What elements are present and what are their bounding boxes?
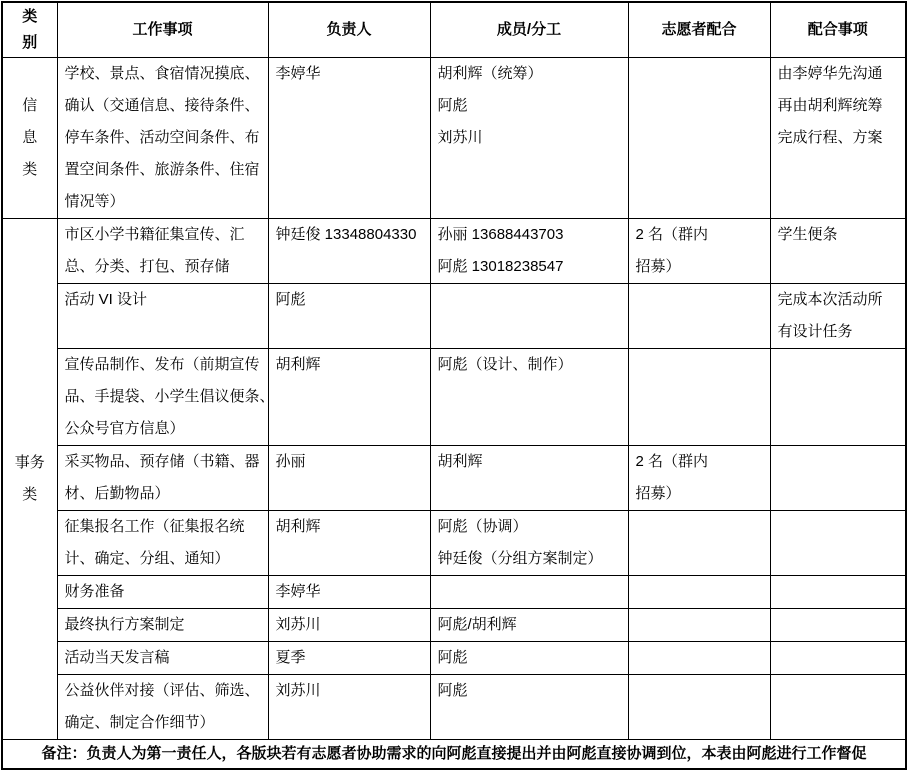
cell-line: 2 名（群内 xyxy=(635,453,709,470)
cell-line: 活动当天发言稿 xyxy=(64,649,170,666)
cell-line: 再由胡利辉统筹 xyxy=(777,97,883,114)
cell-line: 阿彪（设计、制作） xyxy=(437,356,573,373)
cell-line: 学校、景点、食宿情况摸底、 xyxy=(64,65,260,82)
cell-line: 由李婷华先沟通 xyxy=(777,65,883,82)
table-row xyxy=(2,511,906,576)
table-row xyxy=(2,284,906,349)
cell-line: 征集报名工作（征集报名统 xyxy=(64,518,245,535)
header-col-1: 负责人 xyxy=(268,2,430,58)
cell-support xyxy=(770,576,906,609)
table-row xyxy=(2,642,906,675)
cell-line: 刘苏川 xyxy=(437,129,483,146)
table-row xyxy=(2,576,906,609)
cell-task xyxy=(57,576,268,609)
category-cell-group-1 xyxy=(2,219,57,740)
cell-owner xyxy=(268,576,430,609)
cell-support xyxy=(770,58,906,219)
cell-members xyxy=(430,675,628,740)
cell-owner xyxy=(268,446,430,511)
cell-line: 确定、制定合作细节） xyxy=(64,714,215,731)
cell-task xyxy=(57,675,268,740)
cell-line: 最终执行方案制定 xyxy=(64,616,185,633)
table-row xyxy=(2,675,906,740)
cell-support xyxy=(770,609,906,642)
cell-line: 阿彪（协调） xyxy=(437,518,528,535)
cell-line: 胡利辉 xyxy=(275,518,321,535)
cell-line: 刘苏川 xyxy=(275,682,321,699)
header-col-3: 志愿者配合 xyxy=(628,2,770,58)
cell-line: 阿彪 13018238547 xyxy=(437,258,564,275)
cell-line: 采买物品、预存储（书籍、器 xyxy=(64,453,260,470)
cell-line: 情况等） xyxy=(64,193,125,210)
cell-volunteers xyxy=(628,675,770,740)
cell-line: 息 xyxy=(22,129,38,146)
cell-owner xyxy=(268,511,430,576)
cell-volunteers xyxy=(628,219,770,284)
cell-task xyxy=(57,58,268,219)
cell-line: 钟廷俊（分组方案制定） xyxy=(437,550,603,567)
cell-line: 胡利辉 xyxy=(437,453,483,470)
cell-owner xyxy=(268,219,430,284)
cell-line: 夏季 xyxy=(275,649,306,666)
cell-task xyxy=(57,609,268,642)
cell-owner xyxy=(268,58,430,219)
cell-owner xyxy=(268,609,430,642)
header-col-2: 成员/分工 xyxy=(430,2,628,58)
cell-task xyxy=(57,219,268,284)
cell-volunteers xyxy=(628,642,770,675)
cell-line: 公众号官方信息） xyxy=(64,420,185,437)
cell-line: 胡利辉 xyxy=(275,356,321,373)
cell-line: 学生便条 xyxy=(777,226,838,243)
cell-task xyxy=(57,446,268,511)
footer-row xyxy=(2,740,906,770)
cell-volunteers xyxy=(628,511,770,576)
table-row xyxy=(2,609,906,642)
cell-members xyxy=(430,642,628,675)
cell-line: 李婷华 xyxy=(275,583,321,600)
cell-line: 类 xyxy=(22,8,38,25)
cell-line: 有设计任务 xyxy=(777,323,853,340)
cell-line: 完成行程、方案 xyxy=(777,129,883,146)
cell-line: 材、后勤物品） xyxy=(64,485,170,502)
cell-line: 钟廷俊 13348804330 xyxy=(275,226,417,243)
cell-volunteers xyxy=(628,58,770,219)
cell-line: 刘苏川 xyxy=(275,616,321,633)
cell-owner xyxy=(268,675,430,740)
cell-line: 类 xyxy=(22,161,38,178)
cell-line: 信 xyxy=(22,97,38,114)
cell-support xyxy=(770,219,906,284)
cell-support xyxy=(770,284,906,349)
cell-owner xyxy=(268,642,430,675)
cell-line: 2 名（群内 xyxy=(635,226,709,243)
cell-line: 招募） xyxy=(635,258,681,275)
cell-line: 品、手提袋、小学生倡议便条、 xyxy=(64,388,275,405)
cell-members xyxy=(430,511,628,576)
cell-task xyxy=(57,349,275,446)
cell-owner xyxy=(268,349,430,446)
cell-volunteers xyxy=(628,349,770,446)
cell-line: 公益伙伴对接（评估、筛选、 xyxy=(64,682,260,699)
cell-line: 类 xyxy=(22,486,38,503)
cell-line: 停车条件、活动空间条件、布 xyxy=(64,129,260,146)
cell-line: 置空间条件、旅游条件、住宿 xyxy=(64,161,260,178)
cell-members xyxy=(430,446,628,511)
cell-volunteers xyxy=(628,446,770,511)
cell-volunteers xyxy=(628,609,770,642)
table-row xyxy=(2,446,906,511)
cell-line: 财务准备 xyxy=(64,583,125,600)
cell-line: 李婷华 xyxy=(275,65,321,82)
cell-line: 阿彪/胡利辉 xyxy=(437,616,517,633)
cell-line: 总、分类、打包、预存储 xyxy=(64,258,230,275)
table-row xyxy=(2,219,906,284)
cell-line: 宣传品制作、发布（前期宣传 xyxy=(64,356,260,373)
cell-line: 阿彪 xyxy=(437,682,468,699)
table-row xyxy=(2,58,906,219)
cell-task xyxy=(57,284,268,349)
cell-line: 胡利辉（统筹） xyxy=(437,65,543,82)
cell-support xyxy=(770,349,906,446)
cell-support xyxy=(770,511,906,576)
cell-members xyxy=(430,576,628,609)
cell-line: 完成本次活动所 xyxy=(777,291,883,308)
table-header-row xyxy=(2,2,906,58)
cell-line: 阿彪 xyxy=(437,649,468,666)
cell-support xyxy=(770,675,906,740)
cell-owner xyxy=(268,284,430,349)
cell-members xyxy=(430,58,628,219)
cell-task xyxy=(57,642,268,675)
cell-support xyxy=(770,642,906,675)
cell-task xyxy=(57,511,268,576)
cell-line: 别 xyxy=(22,34,38,51)
work-assignment-table xyxy=(1,1,907,770)
header-col-4: 配合事项 xyxy=(770,2,906,58)
cell-line: 阿彪 xyxy=(275,291,306,308)
cell-line: 市区小学书籍征集宣传、汇 xyxy=(64,226,245,243)
cell-members xyxy=(430,219,628,284)
cell-support xyxy=(770,446,906,511)
cell-line: 事务 xyxy=(14,454,45,471)
cell-line: 阿彪 xyxy=(437,97,468,114)
cell-members xyxy=(430,284,628,349)
cell-line: 确认（交通信息、接待条件、 xyxy=(64,97,260,114)
cell-line: 活动 VI 设计 xyxy=(64,291,148,308)
cell-line: 计、确定、分组、通知） xyxy=(64,550,230,567)
table-body xyxy=(2,58,906,740)
header-col-0: 工作事项 xyxy=(57,2,268,58)
table-row xyxy=(2,349,906,446)
header-category xyxy=(2,2,57,58)
category-cell-group-0 xyxy=(2,58,57,219)
cell-line: 招募） xyxy=(635,485,681,502)
cell-line: 孙丽 xyxy=(275,453,306,470)
cell-members xyxy=(430,349,628,446)
cell-volunteers xyxy=(628,576,770,609)
footer-note: 备注：负责人为第一责任人，各版块若有志愿者协助需求的向阿彪直接提出并由阿彪直接协调到位，本表由阿彪进行工作督促 xyxy=(2,740,906,770)
cell-members xyxy=(430,609,628,642)
cell-volunteers xyxy=(628,284,770,349)
cell-line: 孙丽 13688443703 xyxy=(437,226,564,243)
